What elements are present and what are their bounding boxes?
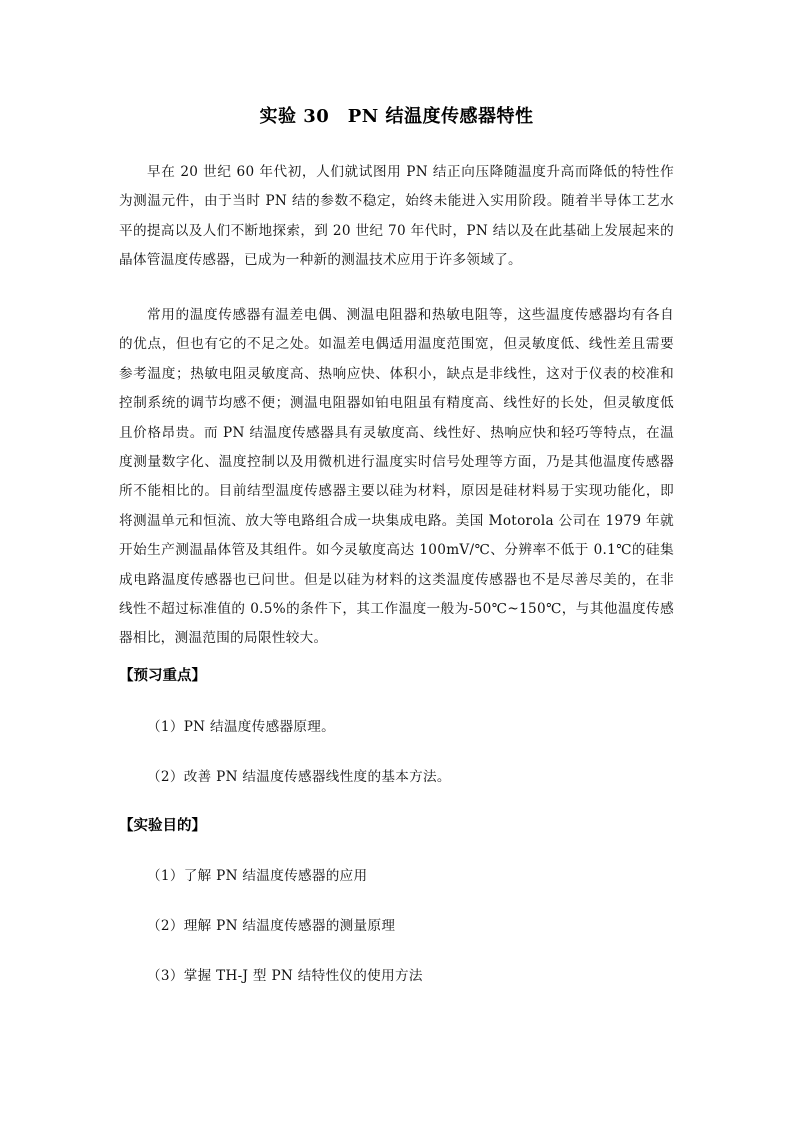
objective-item: （2）理解 PN 结温度传感器的测量原理 bbox=[147, 918, 396, 934]
sensor-comparison-paragraph: 常用的温度传感器有温差电偶、测温电阻器和热敏电阻等，这些温度传感器均有各自的优点，但也有它的不足之处。如温差电偶适用温度范围宽，但灵敏度低、线性差且需要参考温度；热敏电阻灵敏度高、热响应快、体积小，缺点是非线性，这对于仪表的校准和控制系统的调节均感不便；测温电阻器如铂电阻虽有精度高、线性好的长处，但灵敏度低且价格昂贵。而 PN 结温度传感器具有灵敏度高、线性好、热响应快和轻巧等特点，在温度测量数字化、温度控制以及用微机进行温度实时信号处理等方面，乃是其他温度传感器所不能相比的。目前结型温度传感器主要以硅为材料，原因是硅材料易于实现功能化，即将测温单元和恒流、放大等电路组合成一块集成电路。美国 Motorola 公司在 1979 年就开始生产测温晶体管及其组件。如今灵敏度高达 100mV/℃、分辨率不低于 0.1℃的硅集成电路温度传感器也已问世。但是以硅为材料的这类温度传感器也不是尽善尽美的，在非线性不超过标准值的 0.5%的条件下，其工作温度一般为-50℃~150℃，与其他温度传感器相比，测温范围的局限性较大。 bbox=[119, 307, 674, 647]
intro-paragraph: 早在 20 世纪 60 年代初，人们就试图用 PN 结正向压降随温度升高而降低的特性作为测温元件，由于当时 PN 结的参数不稳定，始终未能进入实用阶段。随着半导体工艺水平的提高以及人们不断地探索，到 20 世纪 70 年代时，PN 结以及在此基础上发展起来的晶体管温度传感器，已成为一种新的测温技术应用于许多领域了。 bbox=[119, 164, 674, 269]
page-title: 实验 30 PN 结温度传感器特性 bbox=[259, 106, 534, 127]
section-heading-objectives: 【实验目的】 bbox=[119, 817, 206, 834]
section-heading-preview-points: 【预习重点】 bbox=[119, 667, 206, 684]
preview-point-item: （1）PN 结温度传感器原理。 bbox=[147, 719, 336, 735]
preview-point-item: （2）改善 PN 结温度传感器线性度的基本方法。 bbox=[147, 769, 451, 785]
objective-item: （3）掌握 TH-J 型 PN 结特性仪的使用方法 bbox=[147, 968, 423, 984]
objective-item: （1）了解 PN 结温度传感器的应用 bbox=[147, 868, 368, 884]
